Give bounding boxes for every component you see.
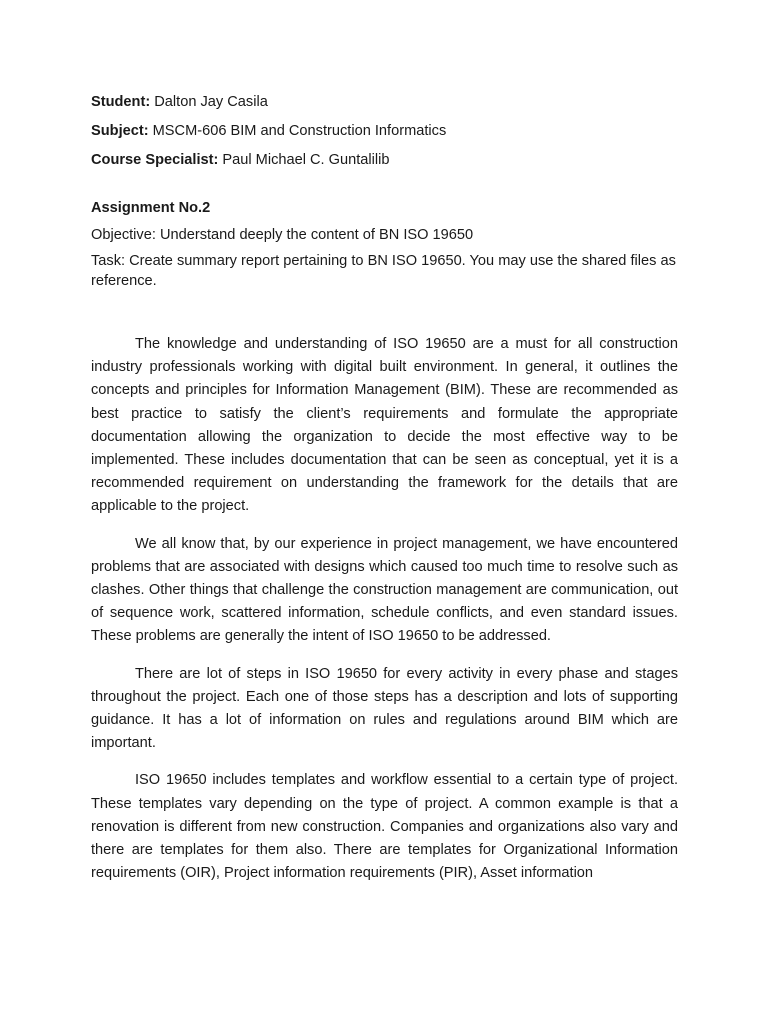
course-specialist-name: Paul Michael C. Guntalilib (222, 152, 390, 168)
assignment-title: Assignment No.2 (91, 200, 211, 216)
body-paragraph: There are lot of steps in ISO 19650 for every activity in every phase and stages throughout the project. Each one of those steps has a description and lots of supporting guidance. It has a lot of information on rules and regulations around BIM which are important. (91, 665, 678, 752)
student-line (91, 92, 678, 113)
body-paragraph: ISO 19650 includes templates and workflow essential to a certain type of project. These templates vary depending on the type of project. A common example is that a renovation is different from new construction. Companies and organizations also vary and there are templates for them also. There are templates for Organizational Information requirements (OIR), Project information requirements (PIR), Asset information (91, 772, 678, 882)
subject-name: MSCM-606 BIM and Construction Informatics (152, 123, 447, 139)
student-label: Student: (91, 94, 151, 110)
subject-label: Subject: (91, 123, 149, 139)
assignment-objective: Objective: Understand deeply the content of BN ISO 19650 (91, 227, 474, 243)
course-specialist-label: Course Specialist: (91, 152, 219, 168)
subject-line (91, 121, 678, 142)
body-paragraph: We all know that, by our experience in project management, we have encountered problems that are associated with designs which caused too much time to resolve such as clashes. Other things that challenge the construction management are communication, out of sequence work, scattered information, schedule conflicts, and even standard issues. These problems are generally the intent of ISO 19650 to be addressed. (91, 535, 678, 645)
assignment-task: Task: Create summary report pertaining to BN ISO 19650. You may use the shared files as reference. (91, 253, 676, 289)
student-name: Dalton Jay Casila (154, 94, 268, 110)
course-specialist-line (91, 150, 678, 171)
report-body (91, 333, 678, 885)
document-page (91, 92, 678, 899)
body-paragraph: The knowledge and understanding of ISO 19650 are a must for all construction industry professionals working with digital built environment. In general, it outlines the concepts and principles for Information Management (BIM). These are recommended as best practice to satisfy the client’s requirements and formulate the appropriate documentation allowing the organization to decide the most effective way to be implemented. These includes documentation that can be seen as conceptual, yet it is a recommended requirement on understanding the framework for the details that are applicable to the project. (91, 336, 678, 515)
